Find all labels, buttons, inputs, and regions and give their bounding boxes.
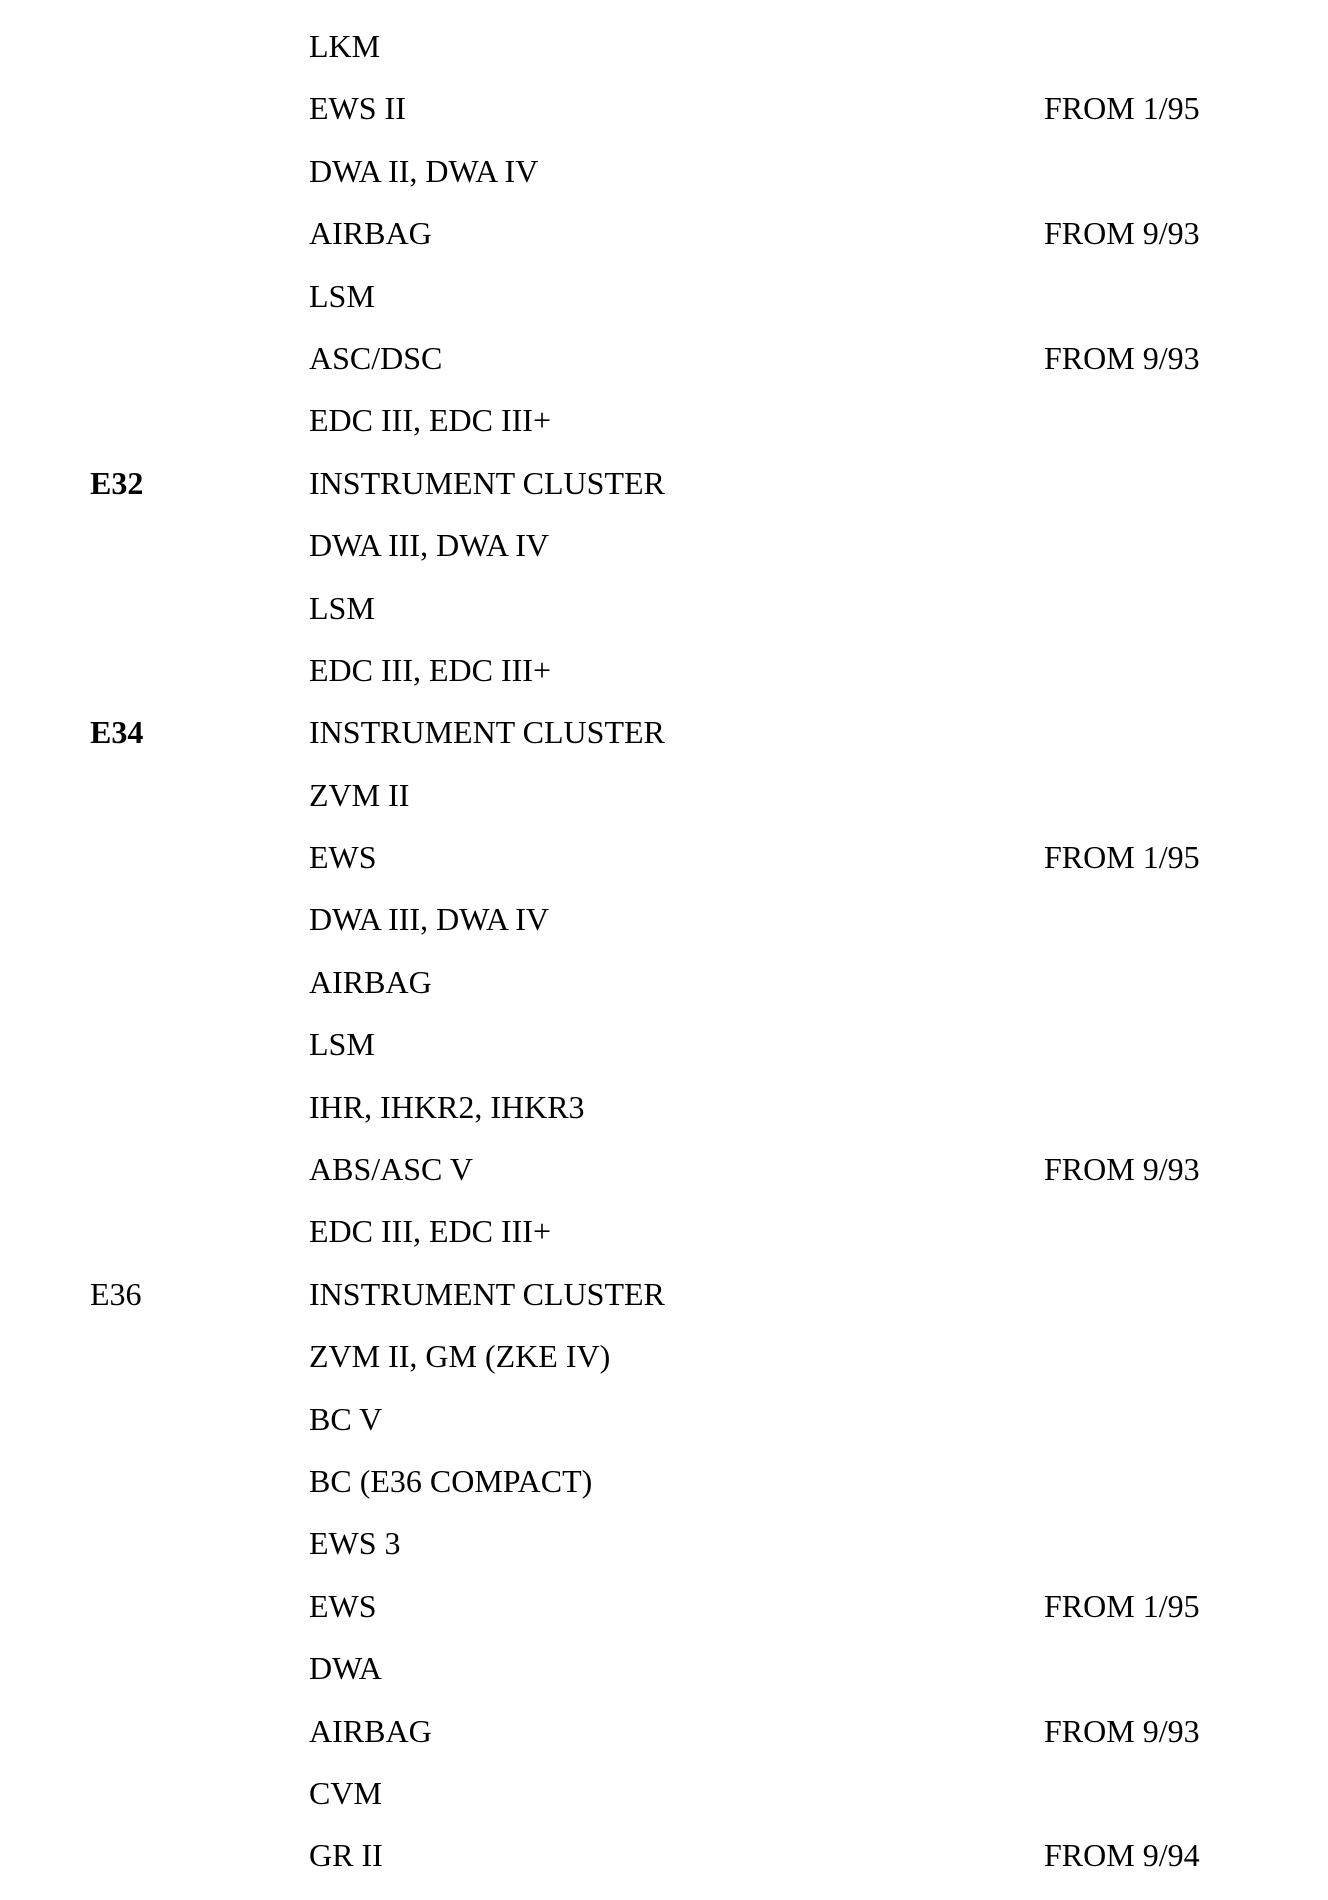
list-row (0, 1026, 1328, 1088)
list-row (0, 1401, 1328, 1463)
module-name: BC V (309, 1400, 383, 1437)
model-code: E36 (90, 1275, 142, 1312)
module-name: AIRBAG (309, 215, 432, 252)
list-row (0, 714, 1328, 776)
module-name: INSTRUMENT CLUSTER (309, 714, 665, 751)
list-row (0, 1338, 1328, 1400)
module-name: EWS II (309, 90, 406, 127)
list-row (0, 153, 1328, 215)
availability-note: FROM 9/93 (1044, 339, 1200, 376)
availability-note: FROM 1/95 (1044, 90, 1200, 127)
list-row (0, 777, 1328, 839)
availability-note: FROM 9/93 (1044, 215, 1200, 252)
module-name: INSTRUMENT CLUSTER (309, 1275, 665, 1312)
module-name: INSTRUMENT CLUSTER (309, 464, 665, 501)
list-row (0, 215, 1328, 277)
list-row (0, 402, 1328, 464)
module-name: ASC/DSC (309, 339, 443, 376)
availability-note: FROM 1/95 (1044, 839, 1200, 876)
list-row (0, 1775, 1328, 1837)
list-row (0, 90, 1328, 152)
module-name: EWS (309, 1587, 377, 1624)
list-row (0, 1713, 1328, 1775)
availability-note: FROM 1/95 (1044, 1587, 1200, 1624)
list-row (0, 527, 1328, 589)
module-name: DWA III, DWA IV (309, 901, 549, 938)
list-row (0, 340, 1328, 402)
availability-note: FROM 9/93 (1044, 1712, 1200, 1749)
list-row (0, 964, 1328, 1026)
list-row (0, 1525, 1328, 1587)
module-name: LSM (309, 277, 375, 314)
list-row (0, 1213, 1328, 1275)
module-name: IHR, IHKR2, IHKR3 (309, 1088, 585, 1125)
module-name: CVM (309, 1774, 382, 1811)
module-name: EWS 3 (309, 1525, 401, 1562)
availability-note: FROM 9/93 (1044, 1151, 1200, 1188)
module-name: BC (E36 COMPACT) (309, 1462, 593, 1499)
module-name: EWS (309, 839, 377, 876)
module-name: DWA II, DWA IV (309, 152, 539, 189)
list-row (0, 278, 1328, 340)
module-name: ZVM II, GM (ZKE IV) (309, 1338, 611, 1375)
list-row (0, 1650, 1328, 1712)
module-name: EDC III, EDC III+ (309, 651, 551, 688)
model-code: E32 (90, 464, 144, 501)
list-row (0, 1276, 1328, 1338)
list-row (0, 1588, 1328, 1650)
module-name: LKM (309, 28, 381, 64)
list-row (0, 1463, 1328, 1525)
list-row (0, 839, 1328, 901)
availability-note: FROM 9/94 (1044, 1837, 1200, 1874)
list-row (0, 652, 1328, 714)
module-name: EDC III, EDC III+ (309, 1213, 551, 1250)
list-row (0, 465, 1328, 527)
module-name: ABS/ASC V (309, 1151, 473, 1188)
list-row (0, 901, 1328, 963)
list-row (0, 1151, 1328, 1213)
module-name: ZVM II (309, 776, 410, 813)
list-row (0, 28, 1328, 90)
module-name: DWA III, DWA IV (309, 527, 549, 564)
module-name: LSM (309, 589, 375, 626)
module-name: AIRBAG (309, 963, 432, 1000)
module-list (0, 28, 1328, 1900)
module-name: DWA (309, 1650, 382, 1687)
module-name: AIRBAG (309, 1712, 432, 1749)
model-code: E34 (90, 714, 144, 751)
list-row (0, 590, 1328, 652)
module-name: LSM (309, 1026, 375, 1063)
module-name: EDC III, EDC III+ (309, 402, 551, 439)
list-row (0, 1837, 1328, 1899)
list-row (0, 1089, 1328, 1151)
module-name: GR II (309, 1837, 383, 1874)
